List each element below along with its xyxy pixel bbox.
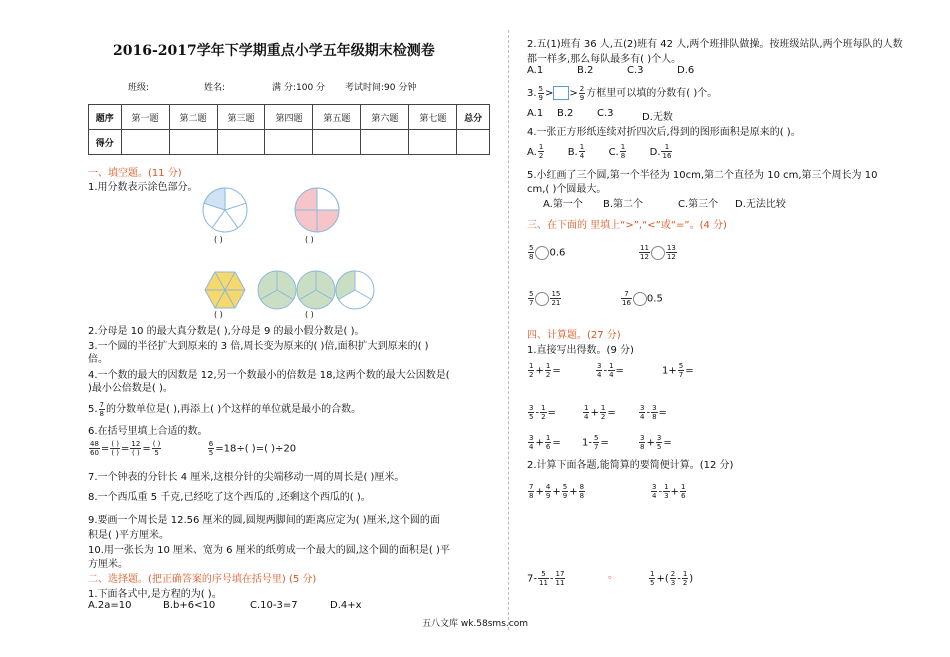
info-time: 考试时间:90 分钟 — [345, 83, 417, 93]
section-2-heading: 二、选择题。(把正确答案的序号填在括号里) (5 分) — [88, 574, 317, 585]
answer-blank-2[interactable]: ( ) — [305, 235, 314, 244]
question-1: 1.用分数表示涂色部分。 — [88, 182, 198, 193]
choice-4-options — [527, 143, 673, 160]
header-cell: 第二题 — [169, 105, 217, 130]
question-6: 6.在括号里填上合适的数。 — [88, 426, 208, 437]
score-table — [88, 104, 490, 155]
compare-4 — [620, 290, 663, 307]
fraction: $\frac{5}{8}$ — [529, 244, 534, 261]
question-8: 8.一个西瓜重 5 千克,已经吃了这个西瓜的 ,还剩这个西瓜的( )。 — [88, 492, 371, 503]
calc-item: $\frac{1}{2}$ + $\frac{1}{2}$ = — [529, 362, 561, 379]
pie-figure-2 — [295, 188, 339, 232]
choice-5-option-d[interactable]: D.无法比较 — [735, 199, 786, 210]
fraction: $\frac{( )}{( )}$ — [111, 440, 119, 457]
fraction: $\frac{5}{9}$ — [538, 84, 544, 102]
score-cell[interactable] — [121, 130, 169, 155]
footer-watermark: 五八文库 wk.58sms.com — [422, 619, 528, 629]
info-score: 满 分: — [272, 83, 296, 93]
calc-item: 1- $\frac{5}{7}$ = — [582, 434, 609, 451]
fraction: $\frac{12}{( )}$ — [131, 440, 141, 457]
choice-5-option-b[interactable]: B.第二个 — [603, 199, 644, 210]
compare-1 — [527, 244, 565, 261]
answer-blank-1[interactable]: ( ) — [214, 235, 223, 244]
section-4-heading: 四、计算题。(27 分) — [527, 330, 621, 341]
fraction: $\frac{7}{16}$ — [622, 290, 631, 307]
page-title: 2016-2017学年下学期重点小学五年级期末检测卷 — [113, 43, 435, 59]
choice-4-option-c[interactable]: C. $\frac{1}{8}$ — [608, 143, 626, 160]
fraction: $\frac{6}{5}$ — [208, 440, 214, 457]
choice-2-option-c[interactable]: C.3 — [627, 65, 644, 76]
choice-5-line2: cm,( )个圆最大。 — [527, 184, 607, 195]
header-cell: 题序 — [89, 105, 122, 130]
score-table-score-row — [89, 130, 490, 155]
choice-5-option-c[interactable]: C.第三个 — [678, 199, 719, 210]
question-2: 2.分母是 10 的最大真分数是( ),分母是 9 的最小假分数是( )。 — [88, 326, 365, 337]
header-cell: 第四题 — [265, 105, 313, 130]
calc-item: $\frac{3}{4}$ - $\frac{3}{8}$ = — [640, 404, 667, 421]
calc-item: $\frac{3}{5}$ - $\frac{1}{2}$ = — [529, 404, 556, 421]
header-cell: 第六题 — [361, 105, 409, 130]
header-cell: 第一题 — [121, 105, 169, 130]
choice-1-option-c[interactable]: C.10-3=7 — [250, 600, 298, 611]
fraction: $\frac{13}{12}$ — [666, 244, 676, 261]
question-5 — [88, 400, 361, 418]
score-cell[interactable] — [217, 130, 265, 155]
info-name: 姓名: — [204, 83, 226, 93]
question-3-line2: 倍。 — [88, 354, 108, 365]
score-table-header-row — [89, 105, 490, 130]
answer-blank-3[interactable]: ( ) — [214, 310, 223, 319]
compare-circle[interactable] — [633, 292, 647, 306]
calc-item: 7- $\frac{5}{11}$ - $\frac{17}{11}$ — [527, 570, 565, 587]
answer-blank-4[interactable]: ( ) — [305, 310, 314, 319]
calc-2-heading: 2.计算下面各题,能简算的要简便计算。(12 分) — [527, 460, 734, 471]
three-circles-figure — [258, 271, 374, 309]
calc-item: 1+ $\frac{5}{7}$ = — [662, 362, 694, 379]
info-score-value: 100 分 — [296, 83, 326, 93]
compare-value: 0.5 — [646, 293, 663, 305]
choice-3-option-d[interactable]: D.无数 — [642, 112, 673, 123]
question-3-line1: 3.一个圆的半径扩大到原来的 3 倍,周长变为原来的( )倍,面积扩大到原来的( ) — [88, 341, 429, 352]
question-7: 7.一个钟表的分针长 4 厘米,这根分针的尖端移动一周的周长是( )厘米。 — [88, 472, 405, 483]
choice-2-line1: 2.五(1)班有 36 人,五(2)班有 42 人,两个班排队做操。按班级站队,两个班每队的人数 — [527, 39, 903, 50]
score-cell[interactable] — [361, 130, 409, 155]
question-9-line2: 积是( )平方厘米。 — [88, 530, 169, 541]
choice-1: 1.下面各式中,是方程的为( )。 — [88, 589, 222, 600]
score-cell[interactable] — [169, 130, 217, 155]
question-5-prefix: 5. — [88, 404, 98, 415]
choice-4: 4.一张正方形纸连续对折四次后,得到的图形面积是原来的( )。 — [527, 127, 801, 138]
choice-4-option-b[interactable]: B. $\frac{1}{4}$ — [567, 143, 585, 160]
fraction: $\frac{7}{8}$ — [99, 400, 105, 418]
question-4-line2: )最小公倍数是( )。 — [88, 383, 173, 394]
choice-1-option-d[interactable]: D.4+x — [330, 600, 362, 611]
fraction: $\frac{2}{9}$ — [579, 84, 585, 102]
score-cell[interactable] — [265, 130, 313, 155]
question-10-line1: 10.用一张长为 10 厘米、宽为 6 厘米的纸剪成一个最大的圆,这个圆的面积是( )平 — [88, 545, 450, 556]
section-3-heading: 三、在下面的 里填上“>”,“<”或“=”。(4 分) — [527, 220, 727, 231]
calc-item: $\frac{1}{4}$ + $\frac{1}{2}$ = — [584, 404, 616, 421]
header-cell: 第七题 — [409, 105, 457, 130]
calc-item: $\frac{3}{4}$ - $\frac{1}{4}$ = — [597, 362, 624, 379]
fraction: $\frac{48}{60}$ — [90, 440, 99, 457]
choice-4-option-d[interactable]: D. $\frac{1}{16}$ — [649, 143, 672, 160]
choice-3-option-a[interactable]: A.1 — [527, 108, 544, 119]
hexagon-figure — [205, 272, 245, 308]
compare-value: 0.6 — [549, 247, 566, 259]
score-cell[interactable] — [313, 130, 361, 155]
choice-1-option-b[interactable]: B.b+6<10 — [163, 600, 216, 611]
header-cell: 总分 — [457, 105, 490, 130]
choice-2-option-d[interactable]: D.6 — [677, 65, 695, 76]
score-cell[interactable] — [457, 130, 490, 155]
info-class: 班级: — [128, 83, 150, 93]
fraction-figures — [195, 186, 385, 314]
choice-2-option-a[interactable]: A.1 — [527, 65, 544, 76]
question-4-line1: 4.一个数的最大的因数是 12,另一个数最小的倍数是 18,这两个数的最大公因数是( — [88, 370, 450, 381]
header-cell: 第五题 — [313, 105, 361, 130]
header-cell: 第三题 — [217, 105, 265, 130]
calc-item: $\frac{7}{8}$ + $\frac{4}{9}$ + $\frac{5}{9}$ + $\frac{8}{8}$ — [529, 483, 585, 500]
choice-1-option-a[interactable]: A.2a=10 — [88, 600, 132, 611]
question-6-eq2: =18÷( )=( )÷20 — [215, 443, 297, 455]
choice-5-option-a[interactable]: A.第一个 — [543, 199, 583, 210]
fraction: $\frac{11}{12}$ — [640, 244, 649, 261]
score-cell[interactable] — [409, 130, 457, 155]
calc-item: $\frac{3}{8}$ + $\frac{3}{5}$ = — [640, 434, 672, 451]
choice-3-option-b[interactable]: B.2 — [557, 108, 574, 119]
choice-3-option-c[interactable]: C.3 — [597, 108, 614, 119]
compare-3 — [527, 290, 562, 307]
stray-dot: 。 — [608, 570, 618, 581]
fraction: $\frac{5}{7}$ — [529, 290, 534, 307]
fraction: $\frac{15}{21}$ — [551, 290, 561, 307]
row-label: 得分 — [89, 130, 122, 155]
choice-2-line2: 都一样多,那么每队最多有( )个人。 — [527, 54, 682, 65]
question-10-line2: 方厘米。 — [88, 559, 128, 570]
compare-circle[interactable] — [651, 246, 665, 260]
section-1-heading: 一、填空题。(11 分) — [88, 168, 182, 179]
answer-box[interactable] — [553, 86, 569, 100]
compare-circle[interactable] — [535, 292, 549, 306]
choice-3: 3. $\frac{5}{9}$ > > $\frac{2}{9}$ 方框里可以填的分数有( )个。 — [527, 84, 718, 102]
fraction: $\frac{( )}{5}$ — [152, 440, 161, 457]
calc-item: $\frac{1}{5}$ +( $\frac{2}{3}$ - $\frac{1}{2}$ ) — [650, 570, 694, 587]
column-divider — [508, 30, 509, 630]
calc-item: $\frac{3}{4}$ - $\frac{1}{3}$ + $\frac{1}{6}$ — [652, 483, 686, 500]
calc-1-heading: 1.直接写出得数。(9 分) — [527, 345, 634, 356]
compare-2 — [638, 244, 678, 261]
question-5-text: 的分数单位是( ),再添上( )个这样的单位就是最小的合数。 — [106, 404, 362, 415]
question-9-line1: 9.要画一个周长是 12.56 厘米的圆,圆规两脚间的距离应定为( )厘米,这个圆的面 — [88, 515, 440, 526]
question-6-equations: $\frac{48}{60}$ = $\frac{( )}{( )}$ = $\frac{12}{( )}$ = $\frac{( )}{5}$ $\frac{6}{5}$ =18÷( )=( )÷20 — [90, 440, 297, 457]
choice-5-line1: 5.小红画了三个圆,第一个半径为 10cm,第二个直径为 10 cm,第三个周长为 10 — [527, 170, 878, 181]
choice-3-text: 方框里可以填的分数有( )个。 — [586, 88, 718, 99]
choice-2-option-b[interactable]: B.2 — [577, 65, 594, 76]
calc-item: $\frac{3}{4}$ + $\frac{1}{6}$ = — [529, 434, 561, 451]
pie-figure-1 — [203, 188, 247, 232]
compare-circle[interactable] — [535, 246, 549, 260]
choice-4-option-a[interactable]: A. $\frac{1}{2}$ — [527, 143, 544, 160]
